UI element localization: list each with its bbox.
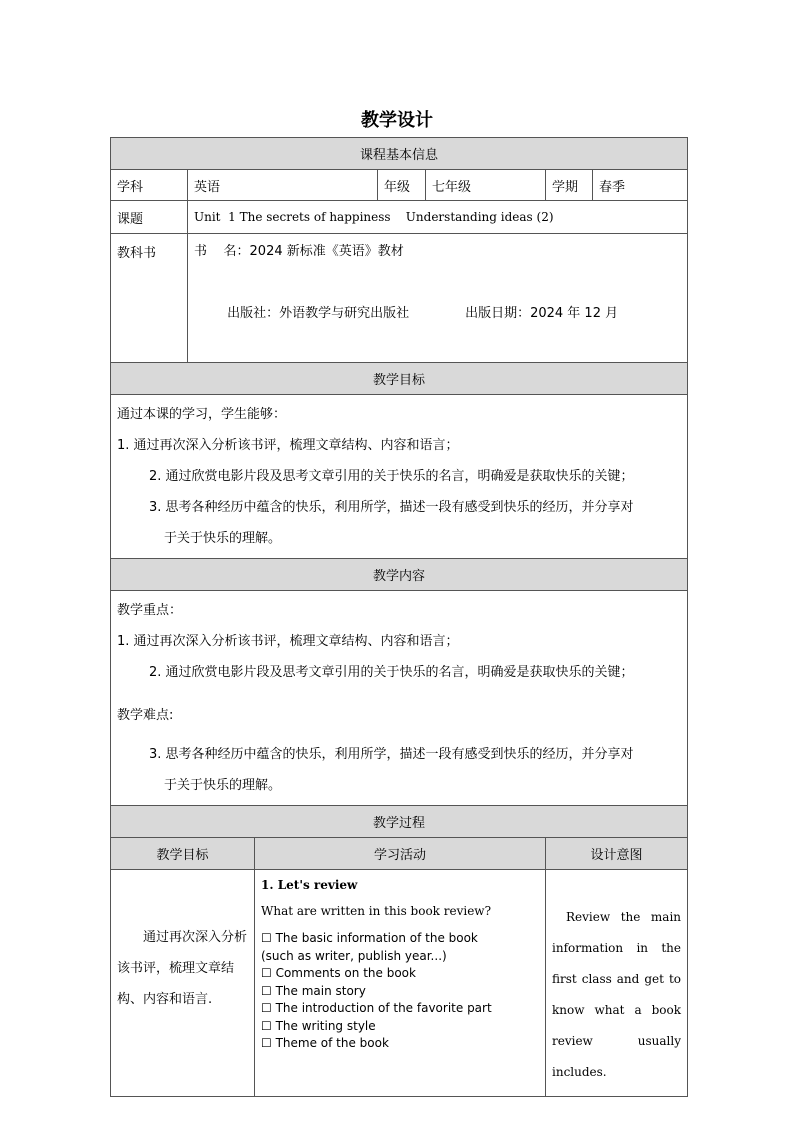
checklist-item: ☐ The writing style bbox=[261, 1018, 376, 1033]
subject-label: 学科 bbox=[111, 170, 188, 201]
checklist-item: ☐ The basic information of the book bbox=[261, 931, 478, 945]
key-point-1: 1. 通过再次深入分析该书评，梳理文章结构、内容和语言； bbox=[117, 634, 459, 649]
publish-date-line: 出版日期：2024 年 12 月 bbox=[465, 306, 619, 321]
goal-item-3: 3. 思考各种经历中蕴含的快乐，利用所学，描述一段有感受到快乐的经历，并分享对 bbox=[149, 500, 634, 515]
process-header: 教学过程 bbox=[111, 806, 688, 838]
textbook-label: 教科书 bbox=[111, 234, 188, 363]
col-activity-header: 学习活动 bbox=[255, 838, 546, 870]
checklist-item: ☐ The main story bbox=[261, 983, 366, 998]
process-activity-cell bbox=[255, 870, 546, 1097]
grade-value: 七年级 bbox=[426, 170, 546, 201]
difficult-point-1-cont: 于关于快乐的理解。 bbox=[164, 778, 282, 793]
checklist-item: ☐ Comments on the book bbox=[261, 966, 416, 980]
key-points-label: 教学重点： bbox=[117, 603, 183, 618]
goal-item-1: 1. 通过再次深入分析该书评，梳理文章结构、内容和语言； bbox=[117, 438, 459, 453]
checklist-item: ☐ The introduction of the favorite part bbox=[261, 1001, 492, 1015]
checklist-item: (such as writer, publish year...) bbox=[261, 948, 447, 963]
goal-item-3-cont: 于关于快乐的理解。 bbox=[164, 531, 282, 546]
term-label: 学期 bbox=[546, 170, 593, 201]
process-goal-text: 通过再次深入分析该书评，梳理文章结构、内容和语言. bbox=[117, 930, 248, 1007]
book-name-line: 书 名：2024 新标准《英语》教材 bbox=[194, 244, 404, 259]
subject-value: 英语 bbox=[188, 170, 378, 201]
basic-info-header: 课程基本信息 bbox=[111, 138, 688, 170]
goals-body bbox=[111, 395, 688, 559]
checklist-item: ☐ Theme of the book bbox=[261, 1036, 389, 1050]
grade-label: 年级 bbox=[378, 170, 426, 201]
difficult-points-label: 教学难点: bbox=[117, 708, 174, 723]
goals-intro: 通过本课的学习，学生能够： bbox=[117, 407, 287, 422]
term-value: 春季 bbox=[593, 170, 688, 201]
page-title: 教学设计 bbox=[361, 110, 433, 131]
publisher-line: 出版社：外语教学与研究出版社 bbox=[227, 306, 410, 321]
difficult-point-1: 3. 思考各种经历中蕴含的快乐，利用所学，描述一段有感受到快乐的经历，并分享对 bbox=[149, 747, 634, 762]
textbook-info bbox=[188, 234, 688, 363]
goals-header: 教学目标 bbox=[111, 363, 688, 395]
content-body bbox=[111, 591, 688, 806]
topic-label: 课题 bbox=[111, 201, 188, 234]
activity-title: 1. Let's review bbox=[261, 878, 358, 892]
col-intent-header: 设计意图 bbox=[546, 838, 688, 870]
process-intent-text: Review the main information in the first class and get to know what a book review usually includes. bbox=[552, 910, 682, 1079]
lesson-plan-table bbox=[110, 137, 688, 1097]
process-intent-cell bbox=[546, 870, 688, 1097]
process-goal-cell bbox=[111, 870, 255, 1097]
key-point-2: 2. 通过欣赏电影片段及思考文章引用的关于快乐的名言，明确爱是获取快乐的关键； bbox=[149, 665, 634, 680]
activity-question: What are written in this book review? bbox=[261, 904, 492, 918]
content-header: 教学内容 bbox=[111, 559, 688, 591]
topic-value: Unit 1 The secrets of happiness Understanding ideas (2) bbox=[188, 201, 688, 234]
goal-item-2: 2. 通过欣赏电影片段及思考文章引用的关于快乐的名言，明确爱是获取快乐的关键； bbox=[149, 469, 634, 484]
activity-checklist bbox=[261, 930, 539, 1053]
col-goal-header: 教学目标 bbox=[111, 838, 255, 870]
